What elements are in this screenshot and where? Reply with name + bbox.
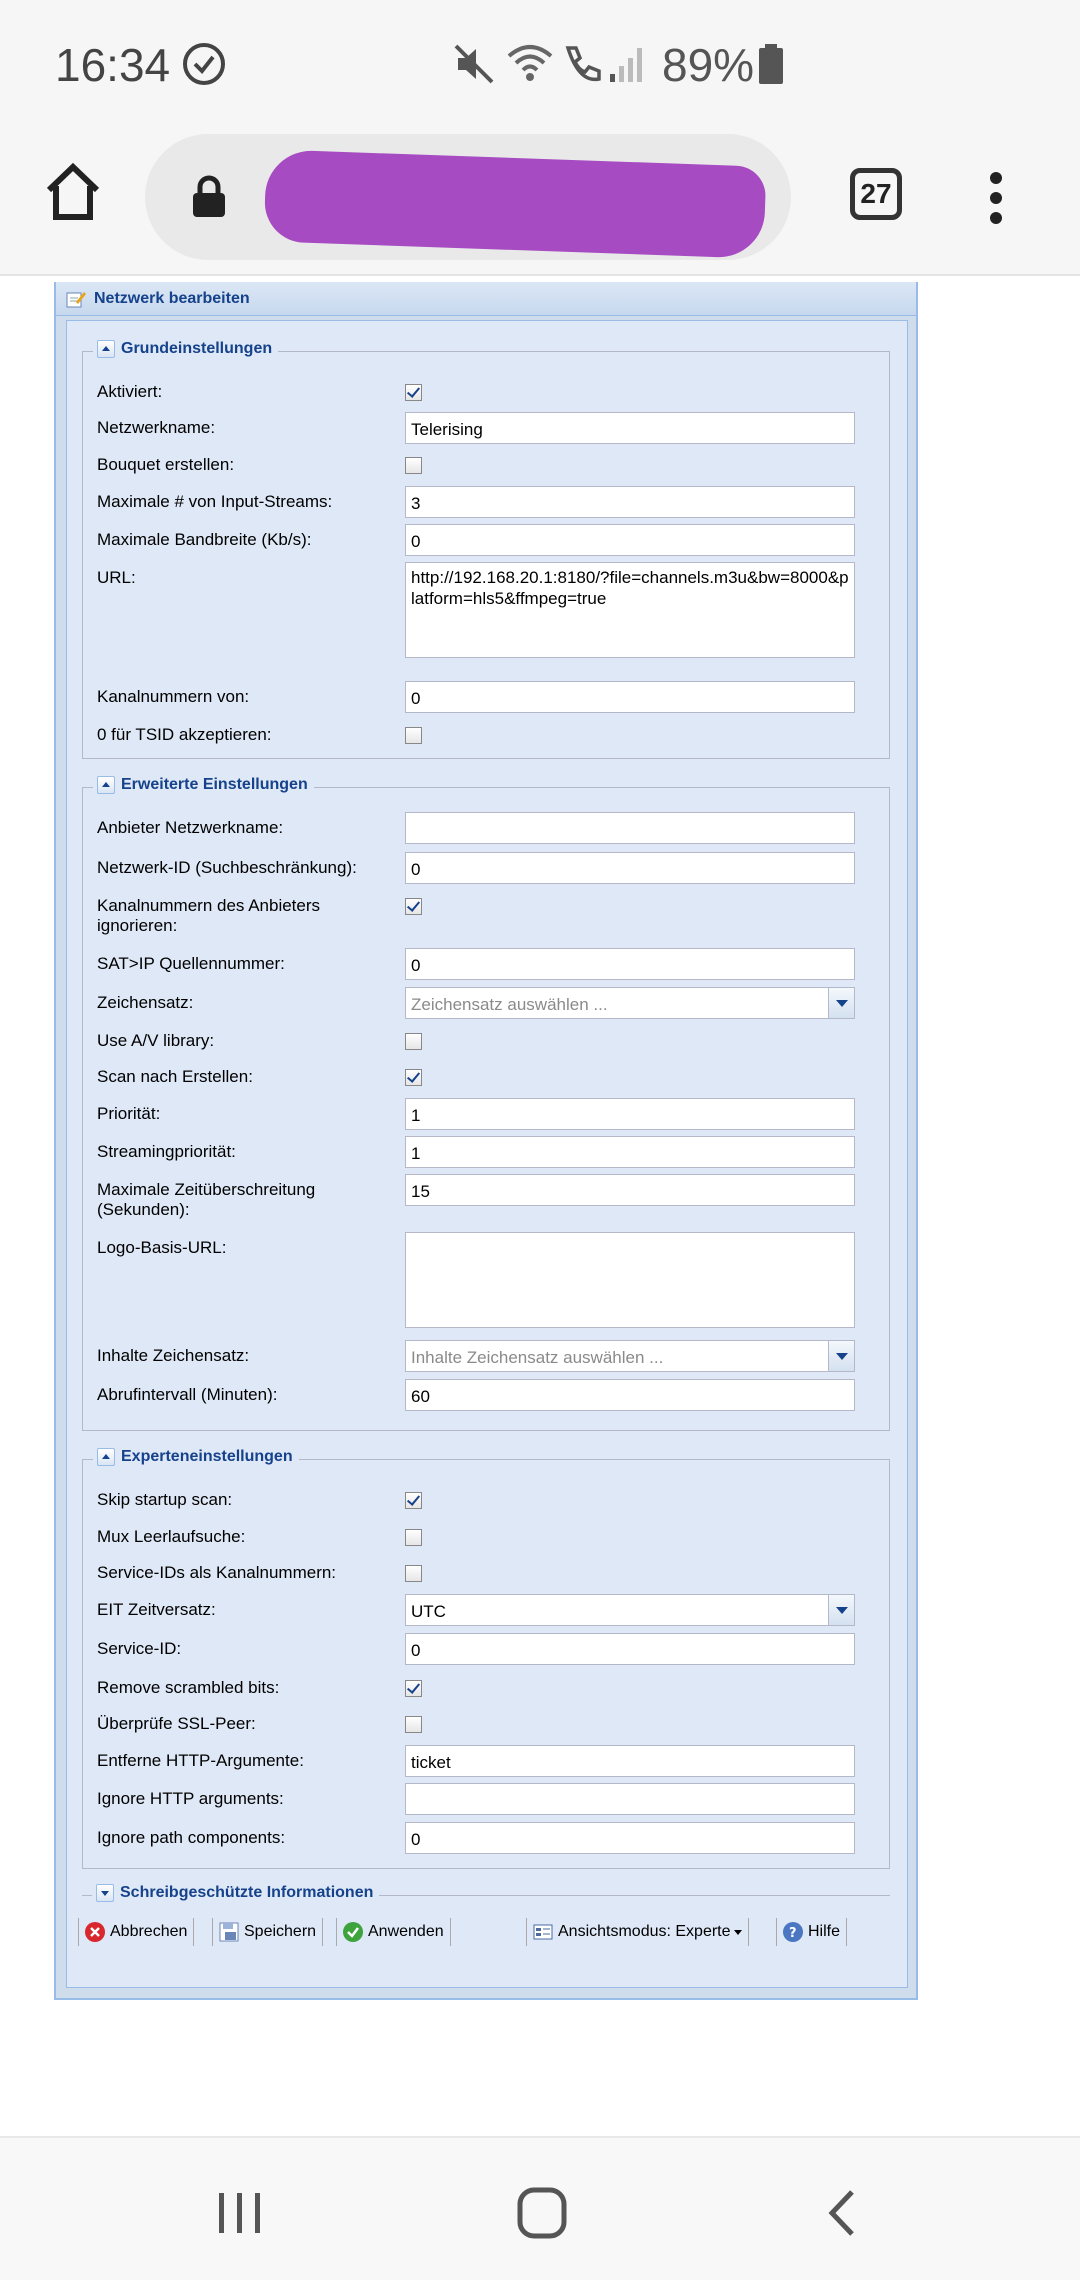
bouquet-checkbox[interactable] xyxy=(405,457,422,474)
recent-apps-icon[interactable] xyxy=(215,2188,265,2238)
basic-settings-fieldset: Grundeinstellungen Aktiviert: Netzwerkname: Telerising Bouquet erstellen: Maximale # von Input-Streams: 3 Maximale Bandbreite (Kb/s): 0 URL: http://192.168.20.1:8180/?file=channels.m3u&bw=8000&platform=hls5&ffmpeg=true Kanalnummern von: 0 0 für TSID akzeptieren: xyxy=(82,351,890,759)
home-icon[interactable] xyxy=(44,162,102,222)
max-streams-input[interactable]: 3 xyxy=(405,486,855,518)
remove-http-args-input[interactable]: ticket xyxy=(405,1745,855,1777)
url-redaction xyxy=(264,149,767,258)
svg-text:?: ? xyxy=(789,1926,797,1941)
expand-down-icon[interactable] xyxy=(96,1884,114,1902)
back-icon[interactable] xyxy=(824,2188,860,2238)
collapse-up-icon[interactable] xyxy=(97,340,115,358)
url-textarea[interactable]: http://192.168.20.1:8180/?file=channels.m3u&bw=8000&platform=hls5&ffmpeg=true xyxy=(405,562,855,658)
help-icon xyxy=(783,1922,803,1942)
dropdown-arrow-icon xyxy=(734,1930,742,1935)
ignore-http-args-input[interactable] xyxy=(405,1783,855,1815)
expert-settings-legend[interactable]: Experteneinstellungen xyxy=(93,1448,299,1466)
basic-settings-legend[interactable]: Grundeinstellungen xyxy=(93,340,278,358)
chevron-down-icon[interactable] xyxy=(828,988,854,1018)
eit-offset-combobox[interactable]: UTC xyxy=(405,1594,855,1626)
edit-network-window xyxy=(54,282,918,2000)
wifi-calling-icon xyxy=(560,42,604,86)
ignore-provider-numbers-checkbox[interactable] xyxy=(405,898,422,915)
ignore-path-input[interactable]: 0 xyxy=(405,1822,855,1854)
status-time: 16:34 xyxy=(55,39,171,91)
battery-icon xyxy=(758,44,784,84)
charset-combobox[interactable]: Zeichensatz auswählen ... xyxy=(405,987,855,1019)
edit-icon xyxy=(66,290,86,308)
refresh-interval-input[interactable]: 60 xyxy=(405,1379,855,1411)
priority-input[interactable]: 1 xyxy=(405,1098,855,1130)
status-bar xyxy=(0,0,1080,130)
window-body xyxy=(66,320,908,1988)
chevron-down-icon[interactable] xyxy=(828,1341,854,1371)
scan-after-create-checkbox[interactable] xyxy=(405,1069,422,1086)
network-name-input[interactable]: Telerising xyxy=(405,412,855,444)
channel-numbers-input[interactable]: 0 xyxy=(405,681,855,713)
remove-scrambled-checkbox[interactable] xyxy=(405,1680,422,1697)
save-button[interactable]: Speichern xyxy=(212,1918,323,1946)
max-bandwidth-input[interactable]: 0 xyxy=(405,524,855,556)
browser-toolbar xyxy=(0,130,1080,276)
bottom-toolbar xyxy=(66,1912,908,1952)
home-button-icon[interactable] xyxy=(516,2186,568,2240)
window-title: Netzwerk bearbeiten xyxy=(94,290,250,307)
expert-settings-fieldset: Experteneinstellungen Skip startup scan: Mux Leerlaufsuche: Service-IDs als Kanalnummern: EIT Zeitversatz: UTC Service-ID: 0 Remove scrambled bits: Überprüfe SSL-Peer: Entferne HTTP-Argumente: ticket Ignore HTTP arguments: Ignore path components: 0 xyxy=(82,1459,890,1869)
collapse-up-icon[interactable] xyxy=(97,1448,115,1466)
satip-source-input[interactable]: 0 xyxy=(405,948,855,980)
max-timeout-input[interactable]: 15 xyxy=(405,1174,855,1206)
logo-url-textarea[interactable] xyxy=(405,1232,855,1328)
view-mode-icon xyxy=(533,1922,553,1942)
lock-icon xyxy=(191,174,227,218)
apply-icon xyxy=(343,1922,363,1942)
streaming-priority-input[interactable]: 1 xyxy=(405,1136,855,1168)
more-options-icon[interactable] xyxy=(986,170,1006,226)
enabled-checkbox[interactable] xyxy=(405,384,422,401)
advanced-settings-legend[interactable]: Erweiterte Einstellungen xyxy=(93,776,314,794)
content-charset-combobox[interactable]: Inhalte Zeichensatz auswählen ... xyxy=(405,1340,855,1372)
ssl-peer-checkbox[interactable] xyxy=(405,1716,422,1733)
chevron-down-icon[interactable] xyxy=(828,1595,854,1625)
skip-startup-scan-checkbox[interactable] xyxy=(405,1492,422,1509)
address-bar[interactable] xyxy=(145,134,791,260)
sid-as-channel-checkbox[interactable] xyxy=(405,1565,422,1582)
battery-percentage: 89% xyxy=(662,39,755,91)
provider-name-input[interactable] xyxy=(405,812,855,844)
window-header xyxy=(56,282,916,316)
network-id-input[interactable]: 0 xyxy=(405,852,855,884)
mute-icon xyxy=(452,42,496,86)
system-navigation-bar xyxy=(0,2136,1080,2280)
readonly-info-legend[interactable]: Schreibgeschützte Informationen xyxy=(92,1884,379,1902)
advanced-settings-fieldset: Erweiterte Einstellungen Anbieter Netzwerkname: Netzwerk-ID (Suchbeschränkung): 0 Kanalnummern des Anbieters ignorieren: SAT>IP Quellennummer: 0 Zeichensatz: Zeichensatz auswählen ... Use A/V library: Scan nach Erstellen: Priorität: 1 Streamingpriorität: 1 Maximale Zeitüberschreitung (Sekunden): 15 Logo-Basis-URL: Inhalte Zeichensatz: Inhalte Zeichensatz auswählen ... Abrufintervall (Minuten): 60 xyxy=(82,787,890,1431)
apply-button[interactable]: Anwenden xyxy=(336,1918,451,1946)
cancel-button[interactable]: Abbrechen xyxy=(78,1918,194,1946)
help-button[interactable]: ? Hilfe xyxy=(776,1918,847,1946)
tab-switcher-button[interactable]: 27 xyxy=(850,168,902,220)
view-mode-button[interactable]: Ansichtsmodus: Experte xyxy=(526,1918,749,1946)
collapse-up-icon[interactable] xyxy=(97,776,115,794)
accept-tsid-checkbox[interactable] xyxy=(405,727,422,744)
service-id-input[interactable]: 0 xyxy=(405,1633,855,1665)
cancel-icon xyxy=(85,1922,105,1942)
wifi-icon xyxy=(505,42,555,86)
save-icon xyxy=(219,1922,239,1942)
signal-icon xyxy=(608,44,648,84)
mux-idle-scan-checkbox[interactable] xyxy=(405,1529,422,1546)
av-library-checkbox[interactable] xyxy=(405,1033,422,1050)
sync-check-icon xyxy=(180,40,228,88)
